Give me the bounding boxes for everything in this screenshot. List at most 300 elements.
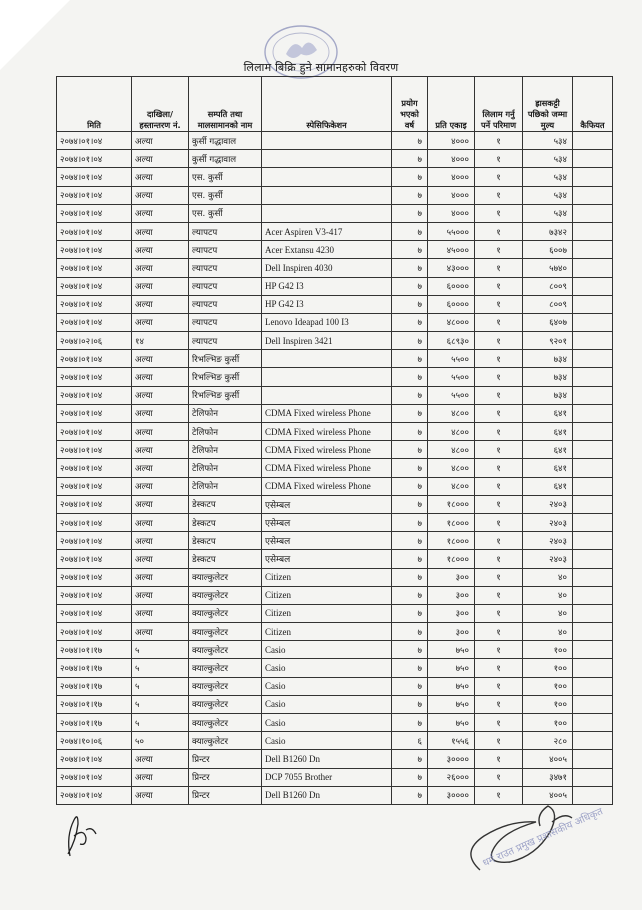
cell-quantity: १ — [475, 150, 523, 168]
cell-entry-number: अल्या — [132, 750, 189, 768]
cell-years-used: ७ — [392, 277, 428, 295]
cell-quantity: १ — [475, 532, 523, 550]
cell-entry-number: अल्या — [132, 295, 189, 313]
cell-quantity: १ — [475, 677, 523, 695]
cell-date: २०७४।०१।०४ — [57, 132, 132, 150]
table-body — [57, 132, 613, 805]
cell-item-name: क्याल्कुलेटर — [189, 714, 262, 732]
cell-unit-price: १८००० — [428, 532, 475, 550]
cell-unit-price: ४००० — [428, 204, 475, 222]
table-row — [57, 295, 613, 313]
cell-item-name: क्याल्कुलेटर — [189, 695, 262, 713]
cell-entry-number: अल्या — [132, 459, 189, 477]
cell-depreciated-value: ६४१ — [523, 459, 573, 477]
cell-item-name: क्याल्कुलेटर — [189, 586, 262, 604]
cell-specification: Casio — [262, 659, 392, 677]
cell-specification — [262, 186, 392, 204]
cell-depreciated-value: ६४१ — [523, 423, 573, 441]
cell-years-used: ७ — [392, 550, 428, 568]
cell-date: २०७४।०१।०४ — [57, 222, 132, 240]
cell-date: २०७४।०१।०४ — [57, 441, 132, 459]
cell-remarks — [573, 586, 613, 604]
cell-unit-price: ३०० — [428, 604, 475, 622]
cell-unit-price: ५५०० — [428, 350, 475, 368]
cell-quantity: १ — [475, 441, 523, 459]
cell-unit-price: ४८०० — [428, 404, 475, 422]
cell-specification — [262, 386, 392, 404]
cell-depreciated-value: ४००५ — [523, 786, 573, 804]
cell-depreciated-value: १०० — [523, 677, 573, 695]
cell-depreciated-value: ७३४ — [523, 386, 573, 404]
cell-remarks — [573, 477, 613, 495]
cell-remarks — [573, 714, 613, 732]
signatory-stamp-text: धर्म राउत प्रमुख प्रशासकीय अधिकृत — [481, 806, 605, 870]
cell-specification: Acer Extansu 4230 — [262, 241, 392, 259]
cell-date: २०७४।०१।१७ — [57, 677, 132, 695]
header-entry-number: दाखिला/ हस्तान्तरण नं. — [132, 77, 189, 132]
cell-item-name: कुर्सी गद्धावाल — [189, 150, 262, 168]
cell-entry-number: अल्या — [132, 495, 189, 513]
table-row — [57, 768, 613, 786]
cell-years-used: ७ — [392, 568, 428, 586]
cell-entry-number: अल्या — [132, 586, 189, 604]
cell-quantity: १ — [475, 222, 523, 240]
table-row — [57, 532, 613, 550]
cell-specification: Dell Inspiren 3421 — [262, 332, 392, 350]
cell-unit-price: ७५० — [428, 641, 475, 659]
cell-date: २०७४।०२।०६ — [57, 332, 132, 350]
cell-item-name: प्रिन्टर — [189, 750, 262, 768]
cell-unit-price: ३०० — [428, 586, 475, 604]
cell-remarks — [573, 677, 613, 695]
table-row — [57, 641, 613, 659]
cell-item-name: ल्यापटप — [189, 222, 262, 240]
cell-depreciated-value: २४०३ — [523, 513, 573, 531]
cell-item-name: रिभल्भिङ कुर्सी — [189, 368, 262, 386]
cell-date: २०७४।०१।०४ — [57, 313, 132, 331]
cell-unit-price: ४००० — [428, 168, 475, 186]
cell-entry-number: अल्या — [132, 386, 189, 404]
cell-remarks — [573, 623, 613, 641]
table-row — [57, 568, 613, 586]
cell-depreciated-value: ५७४० — [523, 259, 573, 277]
cell-specification: Casio — [262, 641, 392, 659]
cell-item-name: डेस्कटप — [189, 532, 262, 550]
cell-remarks — [573, 350, 613, 368]
cell-unit-price: ३०००० — [428, 786, 475, 804]
cell-years-used: ७ — [392, 641, 428, 659]
cell-date: २०७४।०१।०४ — [57, 586, 132, 604]
table-row — [57, 604, 613, 622]
cell-entry-number: अल्या — [132, 623, 189, 641]
cell-remarks — [573, 222, 613, 240]
cell-date: २०७४।१०।०६ — [57, 732, 132, 750]
cell-remarks — [573, 259, 613, 277]
cell-unit-price: ४००० — [428, 132, 475, 150]
cell-item-name: टेलिफोन — [189, 423, 262, 441]
cell-depreciated-value: ७३४ — [523, 368, 573, 386]
cell-quantity: १ — [475, 277, 523, 295]
cell-specification: HP G42 I3 — [262, 277, 392, 295]
cell-remarks — [573, 386, 613, 404]
cell-years-used: ७ — [392, 295, 428, 313]
cell-entry-number: अल्या — [132, 313, 189, 331]
cell-unit-price: ४८०० — [428, 423, 475, 441]
cell-quantity: १ — [475, 623, 523, 641]
cell-date: २०७४।०१।०४ — [57, 386, 132, 404]
cell-specification: Acer Aspiren V3-417 — [262, 222, 392, 240]
cell-remarks — [573, 695, 613, 713]
cell-entry-number: अल्या — [132, 477, 189, 495]
cell-remarks — [573, 495, 613, 513]
cell-years-used: ७ — [392, 750, 428, 768]
cell-quantity: १ — [475, 186, 523, 204]
cell-depreciated-value: ६४१ — [523, 441, 573, 459]
cell-entry-number: अल्या — [132, 222, 189, 240]
cell-years-used: ६ — [392, 732, 428, 750]
cell-remarks — [573, 241, 613, 259]
cell-item-name: प्रिन्टर — [189, 786, 262, 804]
cell-date: २०७४।०१।१७ — [57, 659, 132, 677]
cell-item-name: कुर्सी गद्धावाल — [189, 132, 262, 150]
cell-unit-price: ३०००० — [428, 750, 475, 768]
signature-stamp-right — [440, 792, 640, 882]
cell-quantity: १ — [475, 550, 523, 568]
cell-entry-number: अल्या — [132, 368, 189, 386]
cell-item-name: क्याल्कुलेटर — [189, 677, 262, 695]
table-row — [57, 459, 613, 477]
cell-item-name: रिभल्भिङ कुर्सी — [189, 350, 262, 368]
cell-remarks — [573, 186, 613, 204]
cell-date: २०७४।०१।०४ — [57, 150, 132, 168]
cell-item-name: ल्यापटप — [189, 277, 262, 295]
cell-years-used: ७ — [392, 204, 428, 222]
table-row — [57, 404, 613, 422]
cell-years-used: ७ — [392, 659, 428, 677]
header-date: मिति — [57, 77, 132, 132]
cell-remarks — [573, 732, 613, 750]
cell-remarks — [573, 132, 613, 150]
cell-unit-price: ४५००० — [428, 241, 475, 259]
cell-entry-number: ५० — [132, 732, 189, 750]
cell-entry-number: अल्या — [132, 204, 189, 222]
cell-quantity: १ — [475, 477, 523, 495]
cell-remarks — [573, 532, 613, 550]
cell-unit-price: ३०० — [428, 568, 475, 586]
header-quantity: लिलाम गर्नु पर्ने परिमाण — [475, 77, 523, 132]
cell-unit-price: ४००० — [428, 150, 475, 168]
cell-item-name: टेलिफोन — [189, 404, 262, 422]
cell-entry-number: अल्या — [132, 150, 189, 168]
cell-quantity: १ — [475, 586, 523, 604]
cell-years-used: ७ — [392, 586, 428, 604]
table-header-row — [57, 77, 613, 132]
cell-quantity: १ — [475, 768, 523, 786]
cell-unit-price: ६०००० — [428, 277, 475, 295]
cell-date: २०७४।०१।१७ — [57, 641, 132, 659]
cell-entry-number: अल्या — [132, 241, 189, 259]
cell-date: २०७४।०१।०४ — [57, 241, 132, 259]
cell-depreciated-value: २४०३ — [523, 532, 573, 550]
table-row — [57, 441, 613, 459]
cell-date: २०७४।०१।०४ — [57, 459, 132, 477]
cell-specification: Casio — [262, 732, 392, 750]
cell-years-used: ७ — [392, 768, 428, 786]
cell-unit-price: ६८९३० — [428, 332, 475, 350]
cell-specification: Dell B1260 Dn — [262, 786, 392, 804]
cell-item-name: क्याल्कुलेटर — [189, 659, 262, 677]
cell-entry-number: अल्या — [132, 168, 189, 186]
cell-date: २०७४।०१।०४ — [57, 368, 132, 386]
cell-quantity: १ — [475, 404, 523, 422]
cell-years-used: ७ — [392, 150, 428, 168]
cell-specification: Citizen — [262, 623, 392, 641]
cell-years-used: ७ — [392, 222, 428, 240]
cell-entry-number: ५ — [132, 714, 189, 732]
cell-date: २०७४।०१।०४ — [57, 750, 132, 768]
cell-unit-price: ५५००० — [428, 222, 475, 240]
table-row — [57, 623, 613, 641]
cell-years-used: ७ — [392, 168, 428, 186]
table-row — [57, 732, 613, 750]
cell-specification: Citizen — [262, 604, 392, 622]
cell-years-used: ७ — [392, 441, 428, 459]
table-row — [57, 477, 613, 495]
cell-quantity: १ — [475, 332, 523, 350]
cell-quantity: १ — [475, 695, 523, 713]
cell-quantity: १ — [475, 786, 523, 804]
cell-unit-price: ३०० — [428, 623, 475, 641]
cell-unit-price: १८००० — [428, 550, 475, 568]
cell-entry-number: अल्या — [132, 441, 189, 459]
cell-remarks — [573, 295, 613, 313]
cell-specification — [262, 132, 392, 150]
cell-unit-price: ४००० — [428, 186, 475, 204]
cell-remarks — [573, 277, 613, 295]
cell-item-name: एस. कुर्सी — [189, 204, 262, 222]
cell-quantity: १ — [475, 459, 523, 477]
cell-unit-price: ५५०० — [428, 368, 475, 386]
cell-date: २०७४।०१।०४ — [57, 295, 132, 313]
table-row — [57, 132, 613, 150]
cell-specification: CDMA Fixed wireless Phone — [262, 423, 392, 441]
cell-unit-price: १८००० — [428, 495, 475, 513]
cell-item-name: एस. कुर्सी — [189, 168, 262, 186]
cell-remarks — [573, 768, 613, 786]
cell-date: २०७४।०१।०४ — [57, 568, 132, 586]
cell-item-name: क्याल्कुलेटर — [189, 732, 262, 750]
cell-date: २०७४।०१।०४ — [57, 423, 132, 441]
cell-unit-price: ४८०० — [428, 459, 475, 477]
cell-item-name: डेस्कटप — [189, 513, 262, 531]
cell-unit-price: १५५६ — [428, 732, 475, 750]
cell-entry-number: ५ — [132, 677, 189, 695]
cell-date: २०७४।०१।०४ — [57, 623, 132, 641]
cell-depreciated-value: ४० — [523, 586, 573, 604]
cell-depreciated-value: ८००९ — [523, 295, 573, 313]
cell-remarks — [573, 150, 613, 168]
cell-entry-number: अल्या — [132, 604, 189, 622]
cell-depreciated-value: ५३४ — [523, 186, 573, 204]
cell-years-used: ७ — [392, 241, 428, 259]
cell-item-name: ल्यापटप — [189, 313, 262, 331]
cell-depreciated-value: ६४१ — [523, 404, 573, 422]
cell-depreciated-value: ५३४ — [523, 168, 573, 186]
table-row — [57, 677, 613, 695]
cell-depreciated-value: ५३४ — [523, 150, 573, 168]
cell-years-used: ७ — [392, 404, 428, 422]
cell-years-used: ७ — [392, 332, 428, 350]
table-row — [57, 586, 613, 604]
cell-quantity: १ — [475, 204, 523, 222]
header-specification: स्पेसिफिकेशन — [262, 77, 392, 132]
table-row — [57, 714, 613, 732]
cell-years-used: ७ — [392, 786, 428, 804]
cell-remarks — [573, 513, 613, 531]
header-years-used: प्रयोग भएको वर्ष — [392, 77, 428, 132]
cell-specification — [262, 204, 392, 222]
cell-remarks — [573, 441, 613, 459]
cell-specification: CDMA Fixed wireless Phone — [262, 459, 392, 477]
cell-quantity: १ — [475, 714, 523, 732]
cell-entry-number: अल्या — [132, 532, 189, 550]
cell-specification: Citizen — [262, 568, 392, 586]
cell-item-name: क्याल्कुलेटर — [189, 623, 262, 641]
cell-specification: Casio — [262, 695, 392, 713]
cell-item-name: प्रिन्टर — [189, 768, 262, 786]
cell-item-name: टेलिफोन — [189, 477, 262, 495]
cell-quantity: १ — [475, 386, 523, 404]
cell-item-name: ल्यापटप — [189, 241, 262, 259]
cell-years-used: ७ — [392, 423, 428, 441]
cell-quantity: १ — [475, 350, 523, 368]
cell-entry-number: अल्या — [132, 186, 189, 204]
document-title: लिलाम बिक्रि हुने सामानहरुको विवरण — [243, 61, 399, 74]
cell-item-name: डेस्कटप — [189, 495, 262, 513]
cell-entry-number: १४ — [132, 332, 189, 350]
cell-quantity: १ — [475, 568, 523, 586]
cell-years-used: ७ — [392, 477, 428, 495]
cell-date: २०७४।०१।०४ — [57, 532, 132, 550]
cell-depreciated-value: ३४७१ — [523, 768, 573, 786]
cell-specification: DCP 7055 Brother — [262, 768, 392, 786]
cell-specification: Casio — [262, 677, 392, 695]
cell-entry-number: अल्या — [132, 786, 189, 804]
cell-depreciated-value: १०० — [523, 641, 573, 659]
cell-item-name: क्याल्कुलेटर — [189, 604, 262, 622]
cell-entry-number: अल्या — [132, 259, 189, 277]
cell-remarks — [573, 659, 613, 677]
cell-remarks — [573, 368, 613, 386]
cell-specification: एसेम्बल — [262, 495, 392, 513]
cell-quantity: १ — [475, 259, 523, 277]
cell-remarks — [573, 404, 613, 422]
cell-quantity: १ — [475, 641, 523, 659]
table-row — [57, 513, 613, 531]
cell-quantity: १ — [475, 313, 523, 331]
cell-quantity: १ — [475, 659, 523, 677]
cell-entry-number: ५ — [132, 659, 189, 677]
cell-specification: Lenovo Ideapad 100 I3 — [262, 313, 392, 331]
table-row — [57, 495, 613, 513]
cell-item-name: रिभल्भिङ कुर्सी — [189, 386, 262, 404]
cell-remarks — [573, 604, 613, 622]
cell-unit-price: ६०००० — [428, 295, 475, 313]
cell-depreciated-value: ५३४ — [523, 132, 573, 150]
cell-remarks — [573, 204, 613, 222]
cell-quantity: १ — [475, 495, 523, 513]
cell-date: २०७४।०१।०४ — [57, 786, 132, 804]
cell-item-name: क्याल्कुलेटर — [189, 568, 262, 586]
cell-item-name: ल्यापटप — [189, 295, 262, 313]
cell-date: २०७४।०१।०४ — [57, 259, 132, 277]
signature-left — [56, 806, 106, 866]
cell-unit-price: ४३००० — [428, 259, 475, 277]
cell-unit-price: ७५० — [428, 695, 475, 713]
cell-depreciated-value: ७३४ — [523, 350, 573, 368]
table-row — [57, 168, 613, 186]
cell-depreciated-value: २४०३ — [523, 495, 573, 513]
cell-specification: HP G42 I3 — [262, 295, 392, 313]
cell-date: २०७४।०१।०४ — [57, 404, 132, 422]
cell-date: २०७४।०१।०४ — [57, 550, 132, 568]
table-row — [57, 423, 613, 441]
cell-depreciated-value: ४० — [523, 604, 573, 622]
cell-depreciated-value: ८००९ — [523, 277, 573, 295]
cell-years-used: ७ — [392, 677, 428, 695]
cell-unit-price: ७५० — [428, 677, 475, 695]
cell-years-used: ७ — [392, 714, 428, 732]
cell-entry-number: अल्या — [132, 768, 189, 786]
cell-remarks — [573, 313, 613, 331]
cell-depreciated-value: ४००५ — [523, 750, 573, 768]
cell-date: २०७४।०१।१७ — [57, 695, 132, 713]
cell-item-name: एस. कुर्सी — [189, 186, 262, 204]
cell-specification — [262, 150, 392, 168]
cell-depreciated-value: १०० — [523, 659, 573, 677]
cell-specification — [262, 168, 392, 186]
cell-years-used: ७ — [392, 386, 428, 404]
cell-entry-number: अल्या — [132, 277, 189, 295]
table-row — [57, 368, 613, 386]
cell-remarks — [573, 641, 613, 659]
cell-unit-price: ४८००० — [428, 313, 475, 331]
cell-item-name: डेस्कटप — [189, 550, 262, 568]
cell-date: २०७४।०१।०४ — [57, 477, 132, 495]
cell-specification: एसेम्बल — [262, 513, 392, 531]
cell-date: २०७४।०१।०४ — [57, 350, 132, 368]
cell-depreciated-value: ६४०७ — [523, 313, 573, 331]
cell-entry-number: अल्या — [132, 404, 189, 422]
header-unit-price: प्रति एकाइ — [428, 77, 475, 132]
cell-depreciated-value: ४० — [523, 568, 573, 586]
cell-specification: Citizen — [262, 586, 392, 604]
cell-specification: Dell Inspiren 4030 — [262, 259, 392, 277]
cell-remarks — [573, 168, 613, 186]
cell-depreciated-value: ५३४ — [523, 204, 573, 222]
cell-years-used: ७ — [392, 350, 428, 368]
cell-unit-price: १८००० — [428, 513, 475, 531]
cell-date: २०७४।०१।०४ — [57, 604, 132, 622]
table-row — [57, 695, 613, 713]
cell-unit-price: ४८०० — [428, 477, 475, 495]
cell-unit-price: ४८०० — [428, 441, 475, 459]
cell-entry-number: अल्या — [132, 350, 189, 368]
cell-quantity: १ — [475, 513, 523, 531]
table-row — [57, 277, 613, 295]
cell-years-used: ७ — [392, 259, 428, 277]
cell-years-used: ७ — [392, 695, 428, 713]
